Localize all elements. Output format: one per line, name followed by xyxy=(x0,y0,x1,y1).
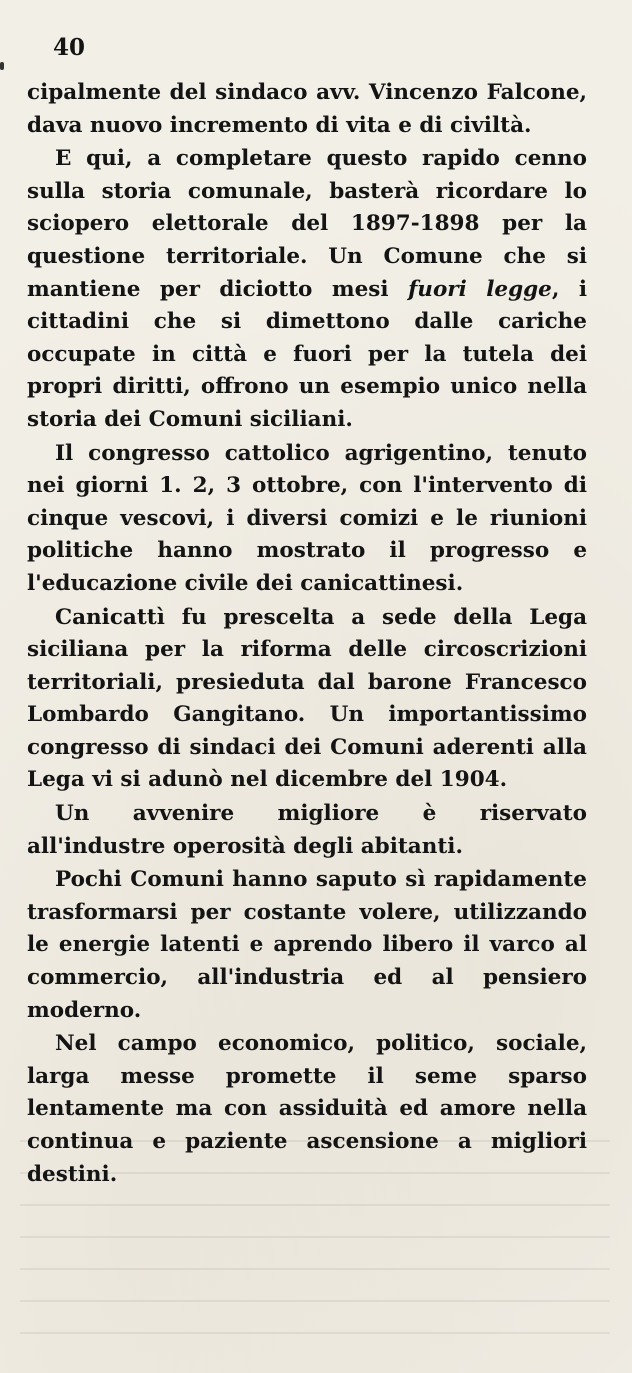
paragraph-4 xyxy=(27,602,587,798)
bleed-through-texture xyxy=(20,1140,610,1340)
text-segment: cipalmente del sindaco avv. Vincenzo Falcone, dava nuovo incremento di vita e di civiltà. xyxy=(27,80,587,138)
text-segment: E qui, a completare questo rapido cenno sulla storia comunale, basterà ricordare lo sciopero elettorale del 1897-1898 per la questione territoriale. Un Comune che si mantiene per diciotto mesi xyxy=(27,146,587,302)
margin-mark xyxy=(0,62,4,70)
paragraph-5 xyxy=(27,798,587,863)
text-segment: Il congresso cattolico agrigentino, tenuto nei giorni 1. 2, 3 ottobre, con l'intervento di cinque vescovi, i diversi comizi e le riunioni politiche hanno mostrato il progresso e l'educazione civile dei canicattinesi. xyxy=(27,440,587,596)
paragraph-1 xyxy=(27,77,587,142)
text-segment: Un avvenire migliore è riservato all'industre operosità degli abitanti. xyxy=(27,801,587,859)
italic-phrase: fuori legge xyxy=(408,276,552,302)
text-segment: Nel campo economico, politico, sociale, larga messe promette il seme sparso lentamente ma con assiduità ed amore nella continua e paziente ascensione a migliori destini. xyxy=(27,1031,587,1187)
paragraph-3 xyxy=(27,438,587,601)
text-segment: , i cittadini che si dimettono dalle cariche occupate in città e fuori per la tutela dei propri diritti, offrono un esempio unico nella storia dei Comuni siciliani. xyxy=(27,276,587,432)
paragraph-6 xyxy=(27,864,587,1027)
paragraph-2 xyxy=(27,143,587,436)
text-segment: Canicattì fu prescelta a sede della Lega siciliana per la riforma delle circoscrizioni territoriali, presieduta dal barone Francesco Lombardo Gangitano. Un importantissimo congresso di sindaci dei Comuni aderenti alla Lega vi si adunò nel dicembre del 1904. xyxy=(27,604,587,793)
page-number: 40 xyxy=(53,34,86,61)
body-text xyxy=(27,77,587,1191)
text-segment: Pochi Comuni hanno saputo sì rapidamente trasformarsi per costante volere, utilizzando le energie latenti e aprendo libero il varco al commercio, all'industria ed al pensiero moderno. xyxy=(27,867,587,1023)
